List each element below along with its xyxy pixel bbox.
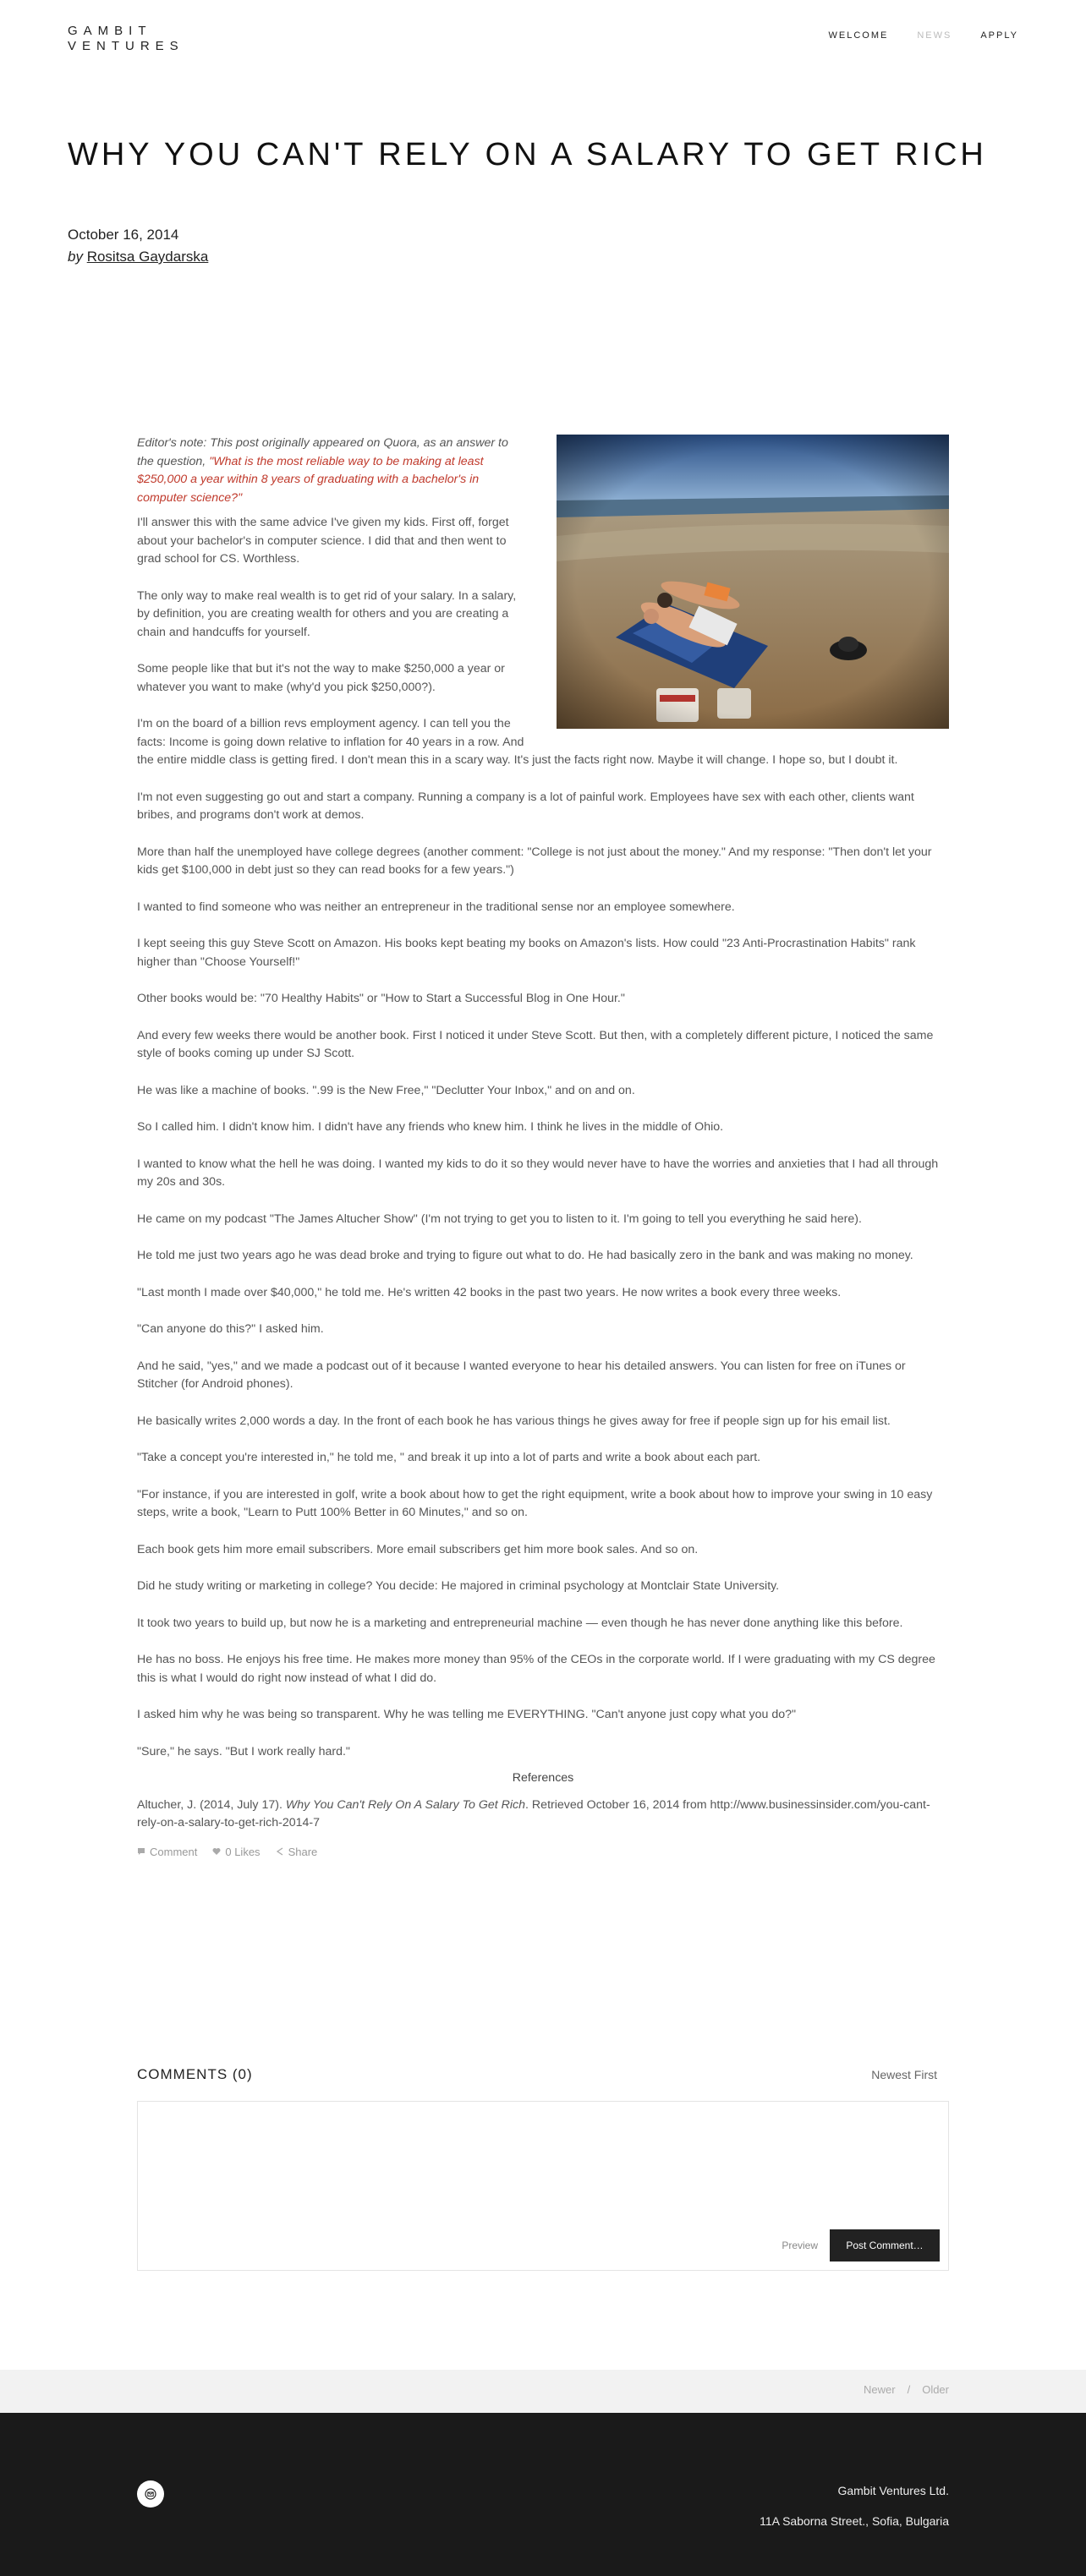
paragraph-4: I'm on the board of a billion revs employment agency. I can tell you the facts: Income is going down relative to inflation for 40 years in a row. And the entire middle class is getting fired. I don't mean this in a scary way. It's just the facts right now. Maybe it will change. I hope so, but I doubt it. [137,717,898,767]
share-action[interactable] [276,1843,318,1862]
comment-action[interactable] [137,1843,197,1862]
paragraph-3: Some people like that but it's not the way to make $250,000 a year or whatever you want to make (why'd you pick $250,000?). [137,662,505,694]
logo-line-1: GAMBIT [68,24,152,38]
post-actions [137,1843,949,1862]
beach-photo [557,435,949,729]
author-link[interactable]: Rositsa Gaydarska [86,249,209,265]
paragraph-27: "Sure," he says. "But I work really hard." [137,1744,350,1758]
comment-icon [137,1847,145,1856]
main-nav [829,30,1019,41]
reference-title: Why You Can't Rely On A Salary To Get Rich [285,1797,526,1812]
sort-newest-first[interactable]: Newest First [871,2068,937,2081]
paragraph-23: Did he study writing or marketing in college? You decide: He majored in criminal psychology at Montclair State University. [137,1579,780,1593]
comment-action-label: Comment [150,1845,198,1858]
post-title: WHY YOU CAN'T RELY ON A SALARY TO GET RICH [68,137,987,172]
paragraph-12: So I called him. I didn't know him. I didn't have any friends who knew him. I think he lives in the middle of Ohio. [137,1120,724,1134]
paragraph-22: Each book gets him more email subscribers. More email subscribers get him more book sales. And so on. [137,1542,699,1556]
paragraph-13: I wanted to know what the hell he was doing. I wanted my kids to do it so they would never have to have the worries and anxieties that I had all through my 20s and 30s. [137,1157,939,1189]
paragraph-21: "For instance, if you are interested in golf, write a book about how to get the right equipment, write a book about how to improve your swing in 10 easy steps, write a book, "Learn to Putt 100% Better in 60 Minutes," and so on. [137,1487,933,1519]
email-icon[interactable] [137,2480,164,2508]
paragraph-10: And every few weeks there would be another book. First I noticed it under Steve Scott. But then, with a completely different picture, I noticed the same style of books coming up under SJ Scott. [137,1028,934,1060]
company-name: Gambit Ventures Ltd. [837,2484,949,2497]
paragraph-18: And he said, "yes," and we made a podcast out of it because I wanted everyone to hear his detailed answers. You can listen for free on iTunes or Stitcher (for Android phones). [137,1359,906,1391]
share-action-label: Share [288,1845,318,1858]
comments-title: COMMENTS (0) [137,2066,253,2082]
references-heading: References [512,1771,574,1785]
paragraph-11: He was like a machine of books. ".99 is the New Free," "Declutter Your Inbox," and on and on. [137,1083,635,1097]
paragraph-26: I asked him why he was being so transparent. Why he was telling me EVERYTHING. "Can't anyone just copy what you do?" [137,1708,797,1721]
paragraph-9: Other books would be: "70 Healthy Habits" or "How to Start a Successful Blog in One Hour." [137,992,625,1005]
paragraph-25: He has no boss. He enjoys his free time. He makes more money than 95% of the CEOs in the corporate world. If I were graduating with my CS degree this is what I would do right now instead of what I did do. [137,1653,935,1685]
share-icon [276,1847,284,1856]
pagination [864,2383,949,2396]
byline-prefix: by [68,249,83,265]
nav-welcome[interactable]: WELCOME [828,30,889,41]
comments-header [137,2066,949,2083]
post-comment-button[interactable]: Post Comment… [830,2229,940,2262]
site-logo[interactable] [68,24,184,54]
editor-note-question-link[interactable]: "What is the most reliable way to be making at least $250,000 a year within 8 years of graduating with a bachelor's in computer science?" [137,454,484,505]
editor-note-prefix: Editor's note: This post originally appeared on Quora, as an answer to the question, [137,436,508,468]
paragraph-24: It took two years to build up, but now he is a marketing and entrepreneurial machine — even though he has never done anything like this before. [137,1616,903,1630]
reference-entry [137,1797,949,1833]
post-date: October 16, 2014 [68,227,179,243]
comment-editor[interactable] [137,2101,949,2271]
paragraph-16: "Last month I made over $40,000," he told me. He's written 42 books in the past two years. He now writes a book every three weeks. [137,1285,842,1299]
paragraph-19: He basically writes 2,000 words a day. In the front of each book he has various things he gives away for free if people sign up for his email list. [137,1414,891,1428]
paragraph-6: More than half the unemployed have college degrees (another comment: "College is not just about the money." And my response: "Then don't let your kids get $100,000 in debt just so they can read books for a few years.") [137,845,932,877]
nav-apply[interactable]: APPLY [980,30,1018,41]
paragraph-20: "Take a concept you're interested in," he told me, " and break it up into a lot of parts and write a book about each part. [137,1451,761,1464]
site-footer [0,2413,1086,2576]
post-byline [68,249,208,265]
paragraph-1: I'll answer this with the same advice I've given my kids. First off, forget about your bachelor's in computer science. I did that and then went to grad school for CS. Worthless. [137,516,509,566]
paragraph-2: The only way to make real wealth is to get rid of your salary. In a salary, by definition, you are creating wealth for others and you are creating a chain and handcuffs for yourself. [137,588,517,639]
article-body [137,435,949,1861]
like-count: 0 Likes [225,1845,261,1858]
paragraph-5: I'm not even suggesting go out and start a company. Running a company is a lot of painful work. Employees have sex with each other, clients want bribes, and programs don't work at demos. [137,790,914,822]
logo-line-2: VENTURES [68,39,184,53]
paragraph-15: He told me just two years ago he was dead broke and trying to figure out what to do. He had basically zero in the bank and was making no money. [137,1249,913,1262]
pagination-bar [0,2370,1086,2413]
newer-link[interactable]: Newer [864,2383,896,2396]
like-action[interactable] [212,1843,260,1862]
company-address: 11A Saborna Street., Sofia, Bulgaria [760,2514,949,2528]
site-header [0,0,1086,76]
reference-prefix: Altucher, J. (2014, July 17). [137,1797,282,1812]
paragraph-7: I wanted to find someone who was neither an entrepreneur in the traditional sense nor an employee somewhere. [137,900,735,914]
older-link[interactable]: Older [922,2383,949,2396]
nav-news[interactable]: NEWS [917,30,952,41]
pager-separator: / [907,2383,911,2396]
paragraph-17: "Can anyone do this?" I asked him. [137,1322,324,1336]
heart-icon [212,1847,221,1856]
paragraph-8: I kept seeing this guy Steve Scott on Amazon. His books kept beating my books on Amazon's lists. How could "23 Anti-Procrastination Habits" rank higher than "Choose Yourself!" [137,937,916,969]
preview-button[interactable]: Preview [782,2240,818,2251]
paragraph-14: He came on my podcast "The James Altucher Show" (I'm not trying to get you to listen to it. I'm going to tell you everything he said here). [137,1211,862,1226]
reference-suffix: . Retrieved October 16, 2014 from http://www.businessinsider.com/you-cant-rely-on-a-salary-to-get-rich-2014-7 [137,1797,930,1829]
